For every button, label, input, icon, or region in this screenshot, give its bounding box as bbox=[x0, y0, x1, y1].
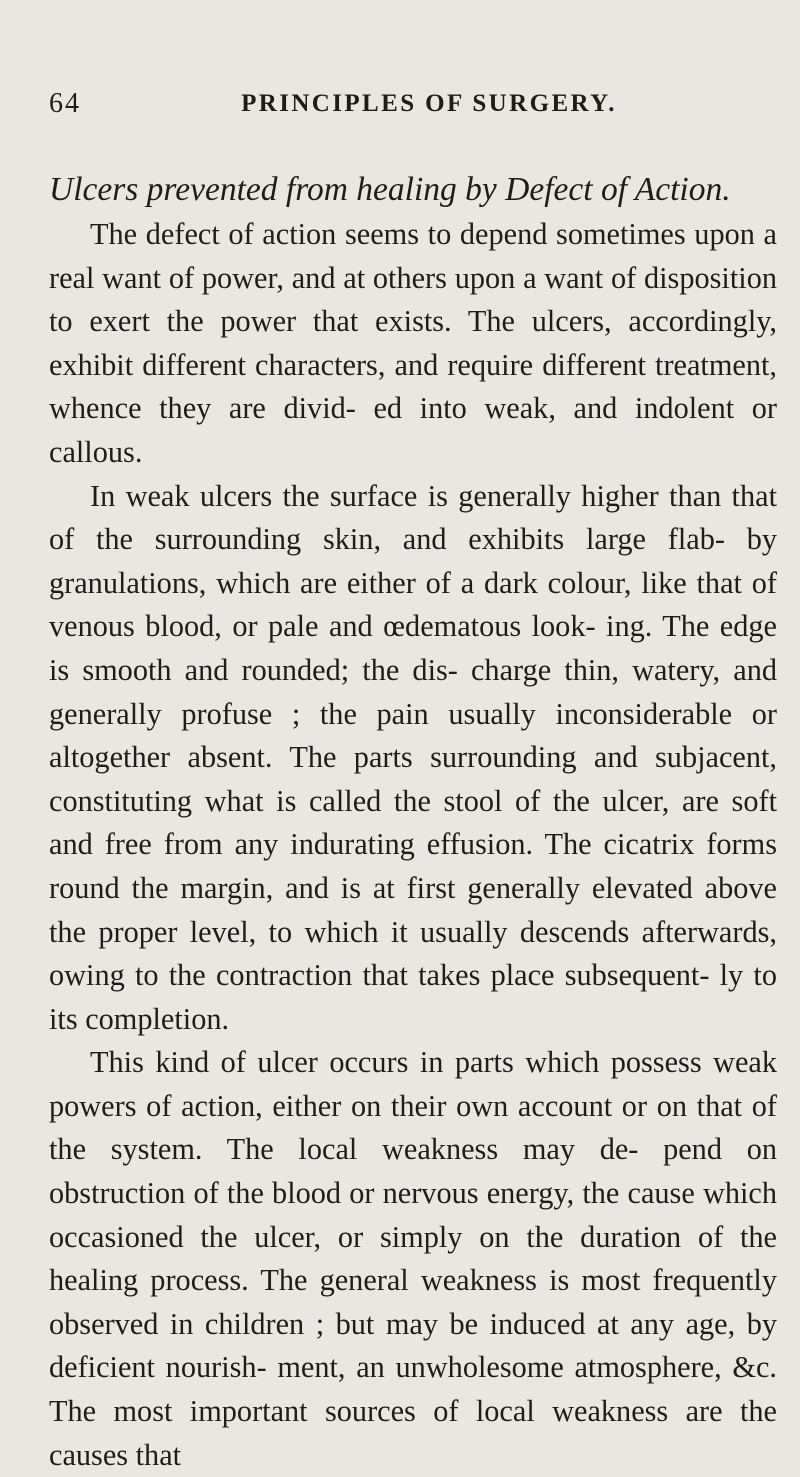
page-number: 64 bbox=[49, 88, 81, 119]
paragraph: In weak ulcers the surface is generally higher than that of the surrounding skin, and exhibits large flab- by granulations, which are either of a dark colour, like that of venous blood, or pale and œdematous look- ing. The edge is smooth and rounded; the dis- charge thin, watery, and generally profuse ; the pain usually inconsiderable or altogether absent. The parts surrounding and subjacent, constituting what is called the stool of the ulcer, are soft and free from any indurating effusion. The cicatrix forms round the margin, and is at first generally elevated above the proper level, to which it usually descends afterwards, owing to the contraction that takes place subsequent- ly to its completion. bbox=[49, 478, 777, 1036]
section-heading: Ulcers prevented from healing by Defect of Action. bbox=[49, 171, 731, 208]
running-head bbox=[49, 88, 769, 124]
paragraph: The defect of action seems to depend sometimes upon a real want of power, and at others upon a want of disposition to exert the power that exists. The ulcers, accordingly, exhibit different characters, and require different treatment, whence they are divid- ed into weak, and indolent or callous. bbox=[49, 217, 777, 469]
body-text bbox=[49, 213, 777, 1477]
running-title: PRINCIPLES OF SURGERY. bbox=[241, 90, 617, 117]
paragraph: This kind of ulcer occurs in parts which possess weak powers of action, either on their own account or on that of the system. The local weakness may de- pend on obstruction of the blood or nervous energy, the cause which occasioned the ulcer, or simply on the duration of the healing process. The general weakness is most frequently observed in children ; but may be induced at any age, by deficient nourish- ment, an unwholesome atmosphere, &c. The most important sources of local weakness are the causes that bbox=[49, 1045, 777, 1472]
